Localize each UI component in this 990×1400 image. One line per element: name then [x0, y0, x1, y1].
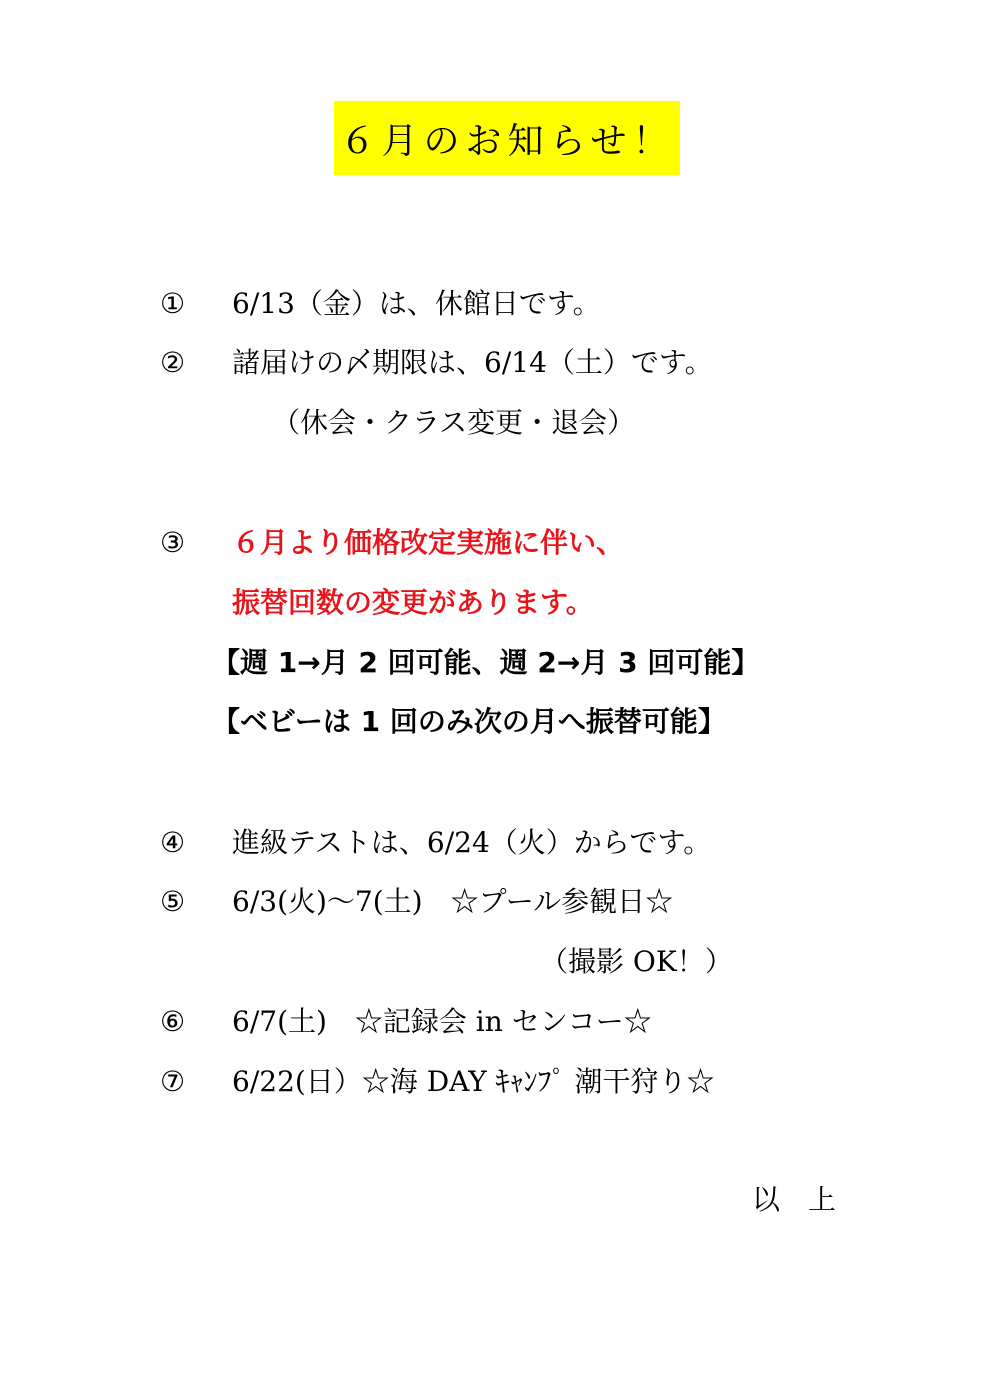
item-4-text: 進級テストは、6/24（火）からです。 [232, 826, 712, 859]
item-3-bold-line-2: 【ベビーは 1 回のみ次の月へ振替可能】 [212, 705, 726, 738]
item-7-text: 6/22(日）☆海 DAY ｷｬﾝﾌﾟ 潮干狩り☆ [232, 1065, 715, 1098]
item-5-subtext: （撮影 OK！） [540, 945, 733, 978]
item-2-text: 諸届けの〆期限は、6/14（土）です。 [232, 346, 713, 379]
item-3-bold-line-1: 【週 1→月 2 回可能、週 2→月 3 回可能】 [212, 646, 760, 679]
item-4-marker: ④ [160, 826, 186, 859]
item-5-marker: ⑤ [160, 885, 186, 918]
page-title: ６月のお知らせ！ [334, 101, 680, 175]
item-1-text: 6/13（金）は、休館日です。 [232, 287, 601, 320]
item-1-marker: ① [160, 287, 186, 320]
item-3-red-line-1: ６月より価格改定実施に伴い、 [232, 526, 625, 559]
item-7-marker: ⑦ [160, 1065, 186, 1098]
item-2-marker: ② [160, 346, 186, 379]
item-3-marker: ③ [160, 526, 186, 559]
item-6-text: 6/7(土) ☆記録会 in センコー☆ [232, 1005, 652, 1038]
item-3-red-line-2: 振替回数の変更があります。 [232, 586, 594, 619]
item-6-marker: ⑥ [160, 1005, 186, 1038]
item-5-text: 6/3(火)～7(土) ☆プール参観日☆ [232, 885, 674, 918]
closing-text: 以 上 [752, 1183, 837, 1216]
item-2-subtext: （休会・クラス変更・退会） [272, 406, 636, 439]
